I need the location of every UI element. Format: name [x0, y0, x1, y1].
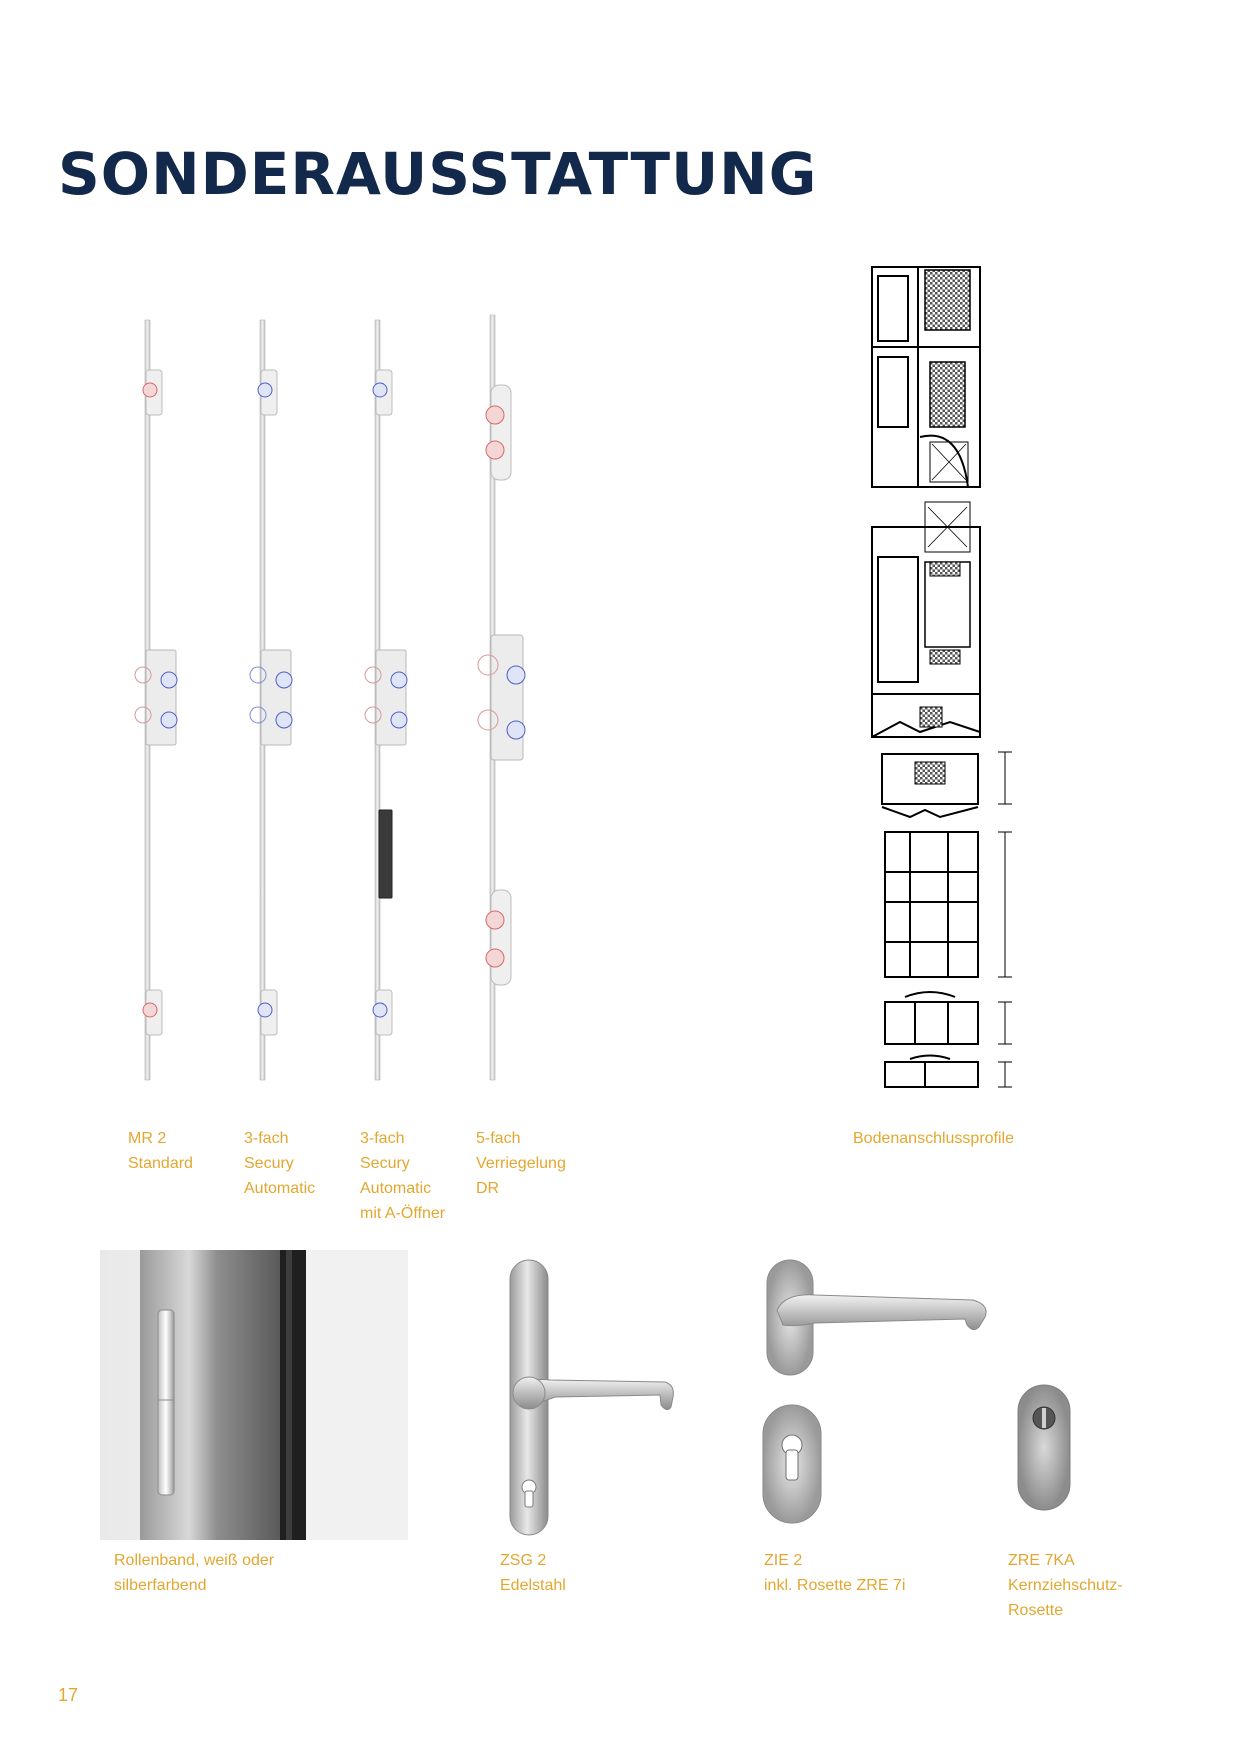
lock-5fach	[478, 315, 525, 1080]
caption-zsg2: ZSG 2 Edelstahl	[500, 1552, 566, 1594]
lock-3fach	[250, 320, 292, 1080]
hinge-photo	[100, 1250, 408, 1540]
zre7ka-rosette-photo	[1010, 1380, 1080, 1515]
page-number: 17	[58, 1685, 79, 1705]
caption-5fach: 5-fach Verriegelung DR	[476, 1130, 566, 1197]
caption-mr2: MR 2 Standard	[128, 1130, 193, 1172]
zie2-handle-photo	[755, 1255, 995, 1530]
bottom-profiles-figure	[870, 262, 1030, 1092]
lock-mr2	[135, 320, 177, 1080]
caption-3fach: 3-fach Secury Automatic	[244, 1130, 316, 1197]
page-title: SONDERAUSSTATTUNG	[58, 140, 818, 208]
caption-bodenanschlussprofile: Bodenanschlussprofile	[853, 1130, 1014, 1147]
lock-3fach-a-oeffner	[365, 320, 407, 1080]
multipoint-locks-figure	[110, 310, 580, 1090]
caption-3fach-a-oeffner: 3-fach Secury Automatic mit A-Öffner	[360, 1130, 446, 1222]
caption-rollenband: Rollenband, weiß oder silberfarbend	[114, 1552, 275, 1594]
caption-zie2: ZIE 2 inkl. Rosette ZRE 7i	[764, 1552, 906, 1594]
zsg2-handle-photo	[495, 1255, 685, 1540]
caption-zre7ka: ZRE 7KA Kernziehschutz- Rosette	[1008, 1552, 1123, 1619]
